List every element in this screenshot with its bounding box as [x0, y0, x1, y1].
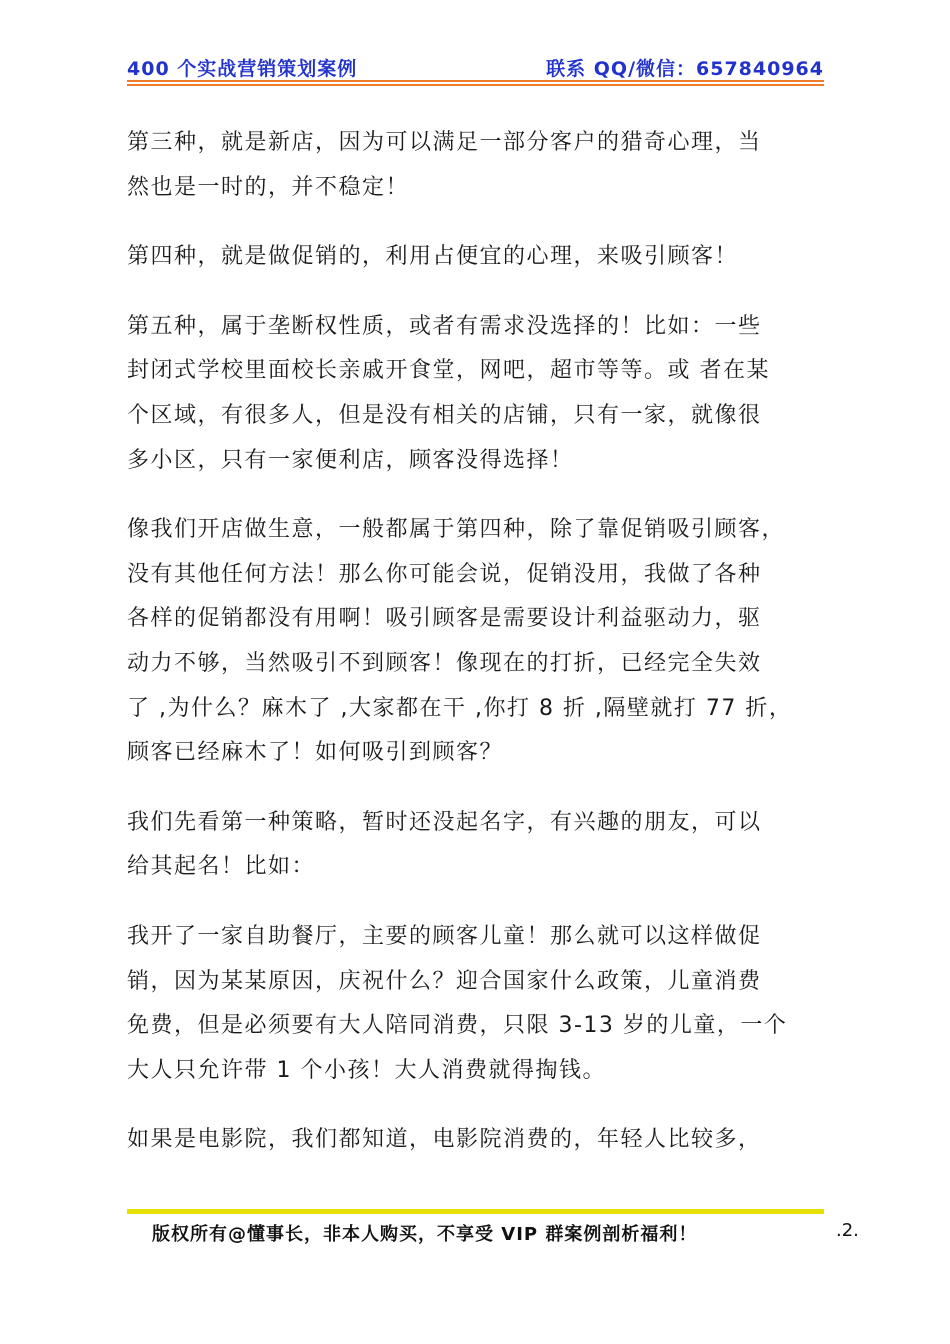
footer-copyright: 版权所有@懂事长，非本人购买，不享受 VIP 群案例剖析福利！	[152, 1224, 698, 1245]
text-line: 个区域，有很多人，但是没有相关的店铺，只有一家，就像很	[127, 402, 762, 428]
text-line: 大人只允许带 1 个小孩！大人消费就得掏钱。	[127, 1057, 606, 1083]
document-body	[127, 121, 827, 1188]
text-line: 顾客已经麻木了！如何吸引到顾客？	[127, 740, 504, 766]
text-line: 我们先看第一种策略，暂时还没起名字，有兴趣的朋友，可以	[127, 809, 762, 835]
text-line: 各样的促销都没有用啊！吸引顾客是需要设计利益驱动力，驱	[127, 606, 762, 632]
paragraph	[127, 121, 827, 210]
page-number: .2.	[836, 1220, 859, 1241]
text-line: 销，因为某某原因，庆祝什么？迎合国家什么政策，儿童消费	[127, 968, 762, 994]
text-line: 第五种，属于垄断权性质，或者有需求没选择的！比如：一些	[127, 313, 762, 339]
text-line: 然也是一时的，并不稳定！	[127, 174, 410, 200]
text-line: 给其起名！比如：	[127, 854, 316, 880]
paragraph	[127, 508, 827, 776]
text-line: 没有其他任何方法！那么你可能会说，促销没用，我做了各种	[127, 561, 762, 587]
paragraph	[127, 801, 827, 890]
text-line: 第四种，就是做促销的，利用占便宜的心理，来吸引顾客！	[127, 244, 739, 270]
text-line: 封闭式学校里面校长亲戚开食堂，网吧，超市等等。或 者在某	[127, 358, 770, 384]
footer-divider	[127, 1209, 824, 1214]
paragraph	[127, 235, 827, 280]
text-line: 第三种，就是新店，因为可以满足一部分客户的猎奇心理，当	[127, 130, 762, 155]
paragraph	[127, 1118, 827, 1163]
text-line: 多小区，只有一家便利店，顾客没得选择！	[127, 447, 574, 473]
text-line: 免费，但是必须要有大人陪同消费，只限 3-13 岁的儿童，一个	[127, 1013, 788, 1039]
text-line: 了 ,为什么？麻木了 ,大家都在干 ,你打 8 折 ,隔壁就打 77 折，	[127, 695, 793, 721]
page-header	[127, 52, 824, 82]
paragraph	[127, 915, 827, 1093]
text-line: 我开了一家自助餐厅，主要的顾客儿童！那么就可以这样做促	[127, 923, 762, 949]
text-line: 如果是电影院，我们都知道，电影院消费的，年轻人比较多，	[127, 1127, 762, 1153]
header-divider	[127, 80, 824, 86]
paragraph	[127, 305, 827, 483]
header-title: 400 个实战营销策划案例	[127, 58, 358, 80]
header-contact: 联系 QQ/微信：657840964	[546, 58, 824, 80]
text-line: 动力不够，当然吸引不到顾客！像现在的打折，已经完全失效	[127, 650, 762, 676]
text-line: 像我们开店做生意，一般都属于第四种，除了靠促销吸引顾客，	[127, 517, 786, 543]
